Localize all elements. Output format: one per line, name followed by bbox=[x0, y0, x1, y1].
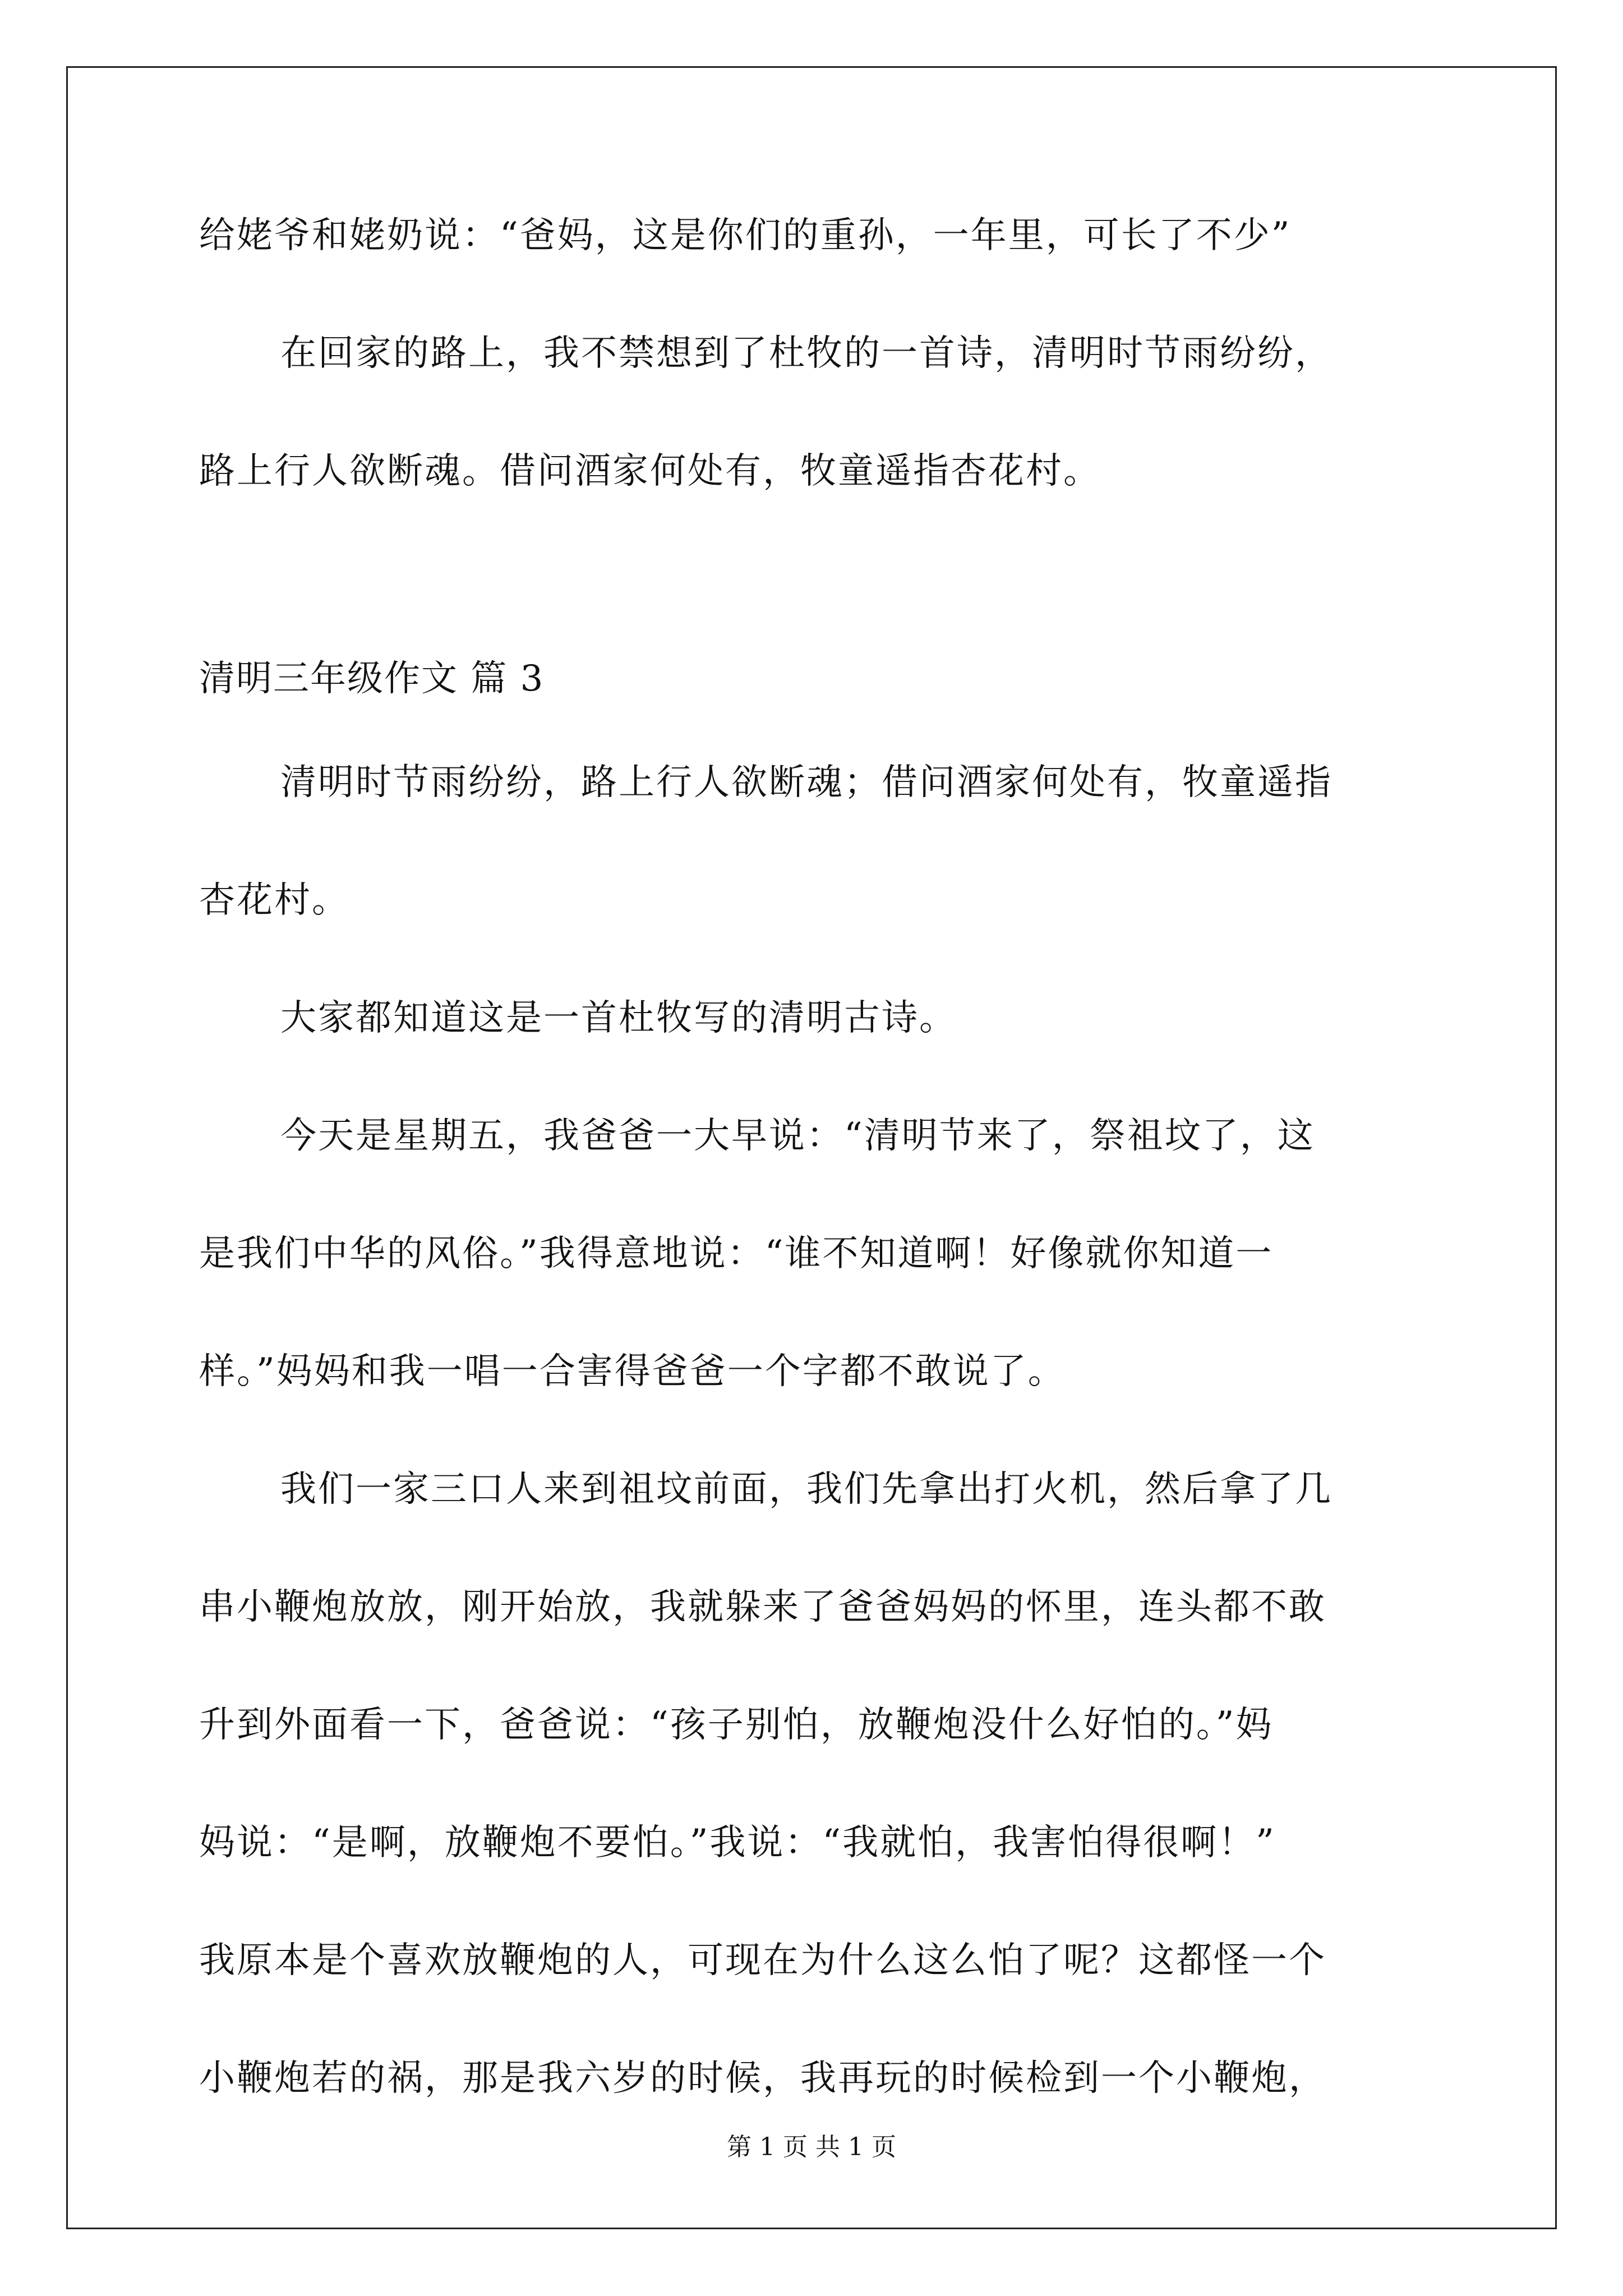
text-line-1: 给姥爷和姥奶说：“爸妈，这是你们的重孙，一年里，可长了不少” bbox=[199, 215, 1292, 256]
text-line-5: 清明时节雨纷纷，路上行人欲断魂；借问酒家何处有，牧童遥指 bbox=[280, 762, 1332, 803]
text-line-10: 样。”妈妈和我一唱一合害得爸爸一个字都不敢说了。 bbox=[199, 1351, 1066, 1392]
text-line-14: 妈说：“是啊，放鞭炮不要怕。”我说：“我就怕，我害怕得很啊！” bbox=[199, 1822, 1276, 1864]
text-line-9: 是我们中华的风俗。”我得意地说：“谁不知道啊！好像就你知道一 bbox=[199, 1233, 1274, 1274]
section-heading: 清明三年级作文 篇 3 bbox=[199, 658, 545, 700]
text-line-11: 我们一家三口人来到祖坟前面，我们先拿出打火机，然后拿了几 bbox=[280, 1469, 1332, 1510]
text-line-2: 在回家的路上，我不禁想到了杜牧的一首诗，清明时节雨纷纷， bbox=[280, 333, 1332, 374]
text-line-13: 升到外面看一下，爸爸说：“孩子别怕，放鞭炮没什么好怕的。”妈 bbox=[199, 1704, 1274, 1746]
text-line-16: 小鞭炮若的祸，那是我六岁的时候，我再玩的时候检到一个小鞭炮， bbox=[199, 2058, 1326, 2099]
text-line-8: 今天是星期五，我爸爸一大早说：“清明节来了，祭祖坟了，这 bbox=[280, 1115, 1315, 1157]
text-line-15: 我原本是个喜欢放鞭炮的人，可现在为什么这么怕了呢？这都怪一个 bbox=[199, 1940, 1326, 1981]
text-line-7: 大家都知道这是一首杜牧写的清明古诗。 bbox=[280, 997, 957, 1039]
text-line-12: 串小鞭炮放放，刚开始放，我就躲来了爸爸妈妈的怀里，连头都不敢 bbox=[199, 1586, 1326, 1628]
page-footer: 第 1 页 共 1 页 bbox=[727, 2133, 896, 2161]
text-line-3: 路上行人欲断魂。借问酒家何处有，牧童遥指杏花村。 bbox=[199, 450, 1101, 492]
text-line-6: 杏花村。 bbox=[199, 880, 349, 921]
